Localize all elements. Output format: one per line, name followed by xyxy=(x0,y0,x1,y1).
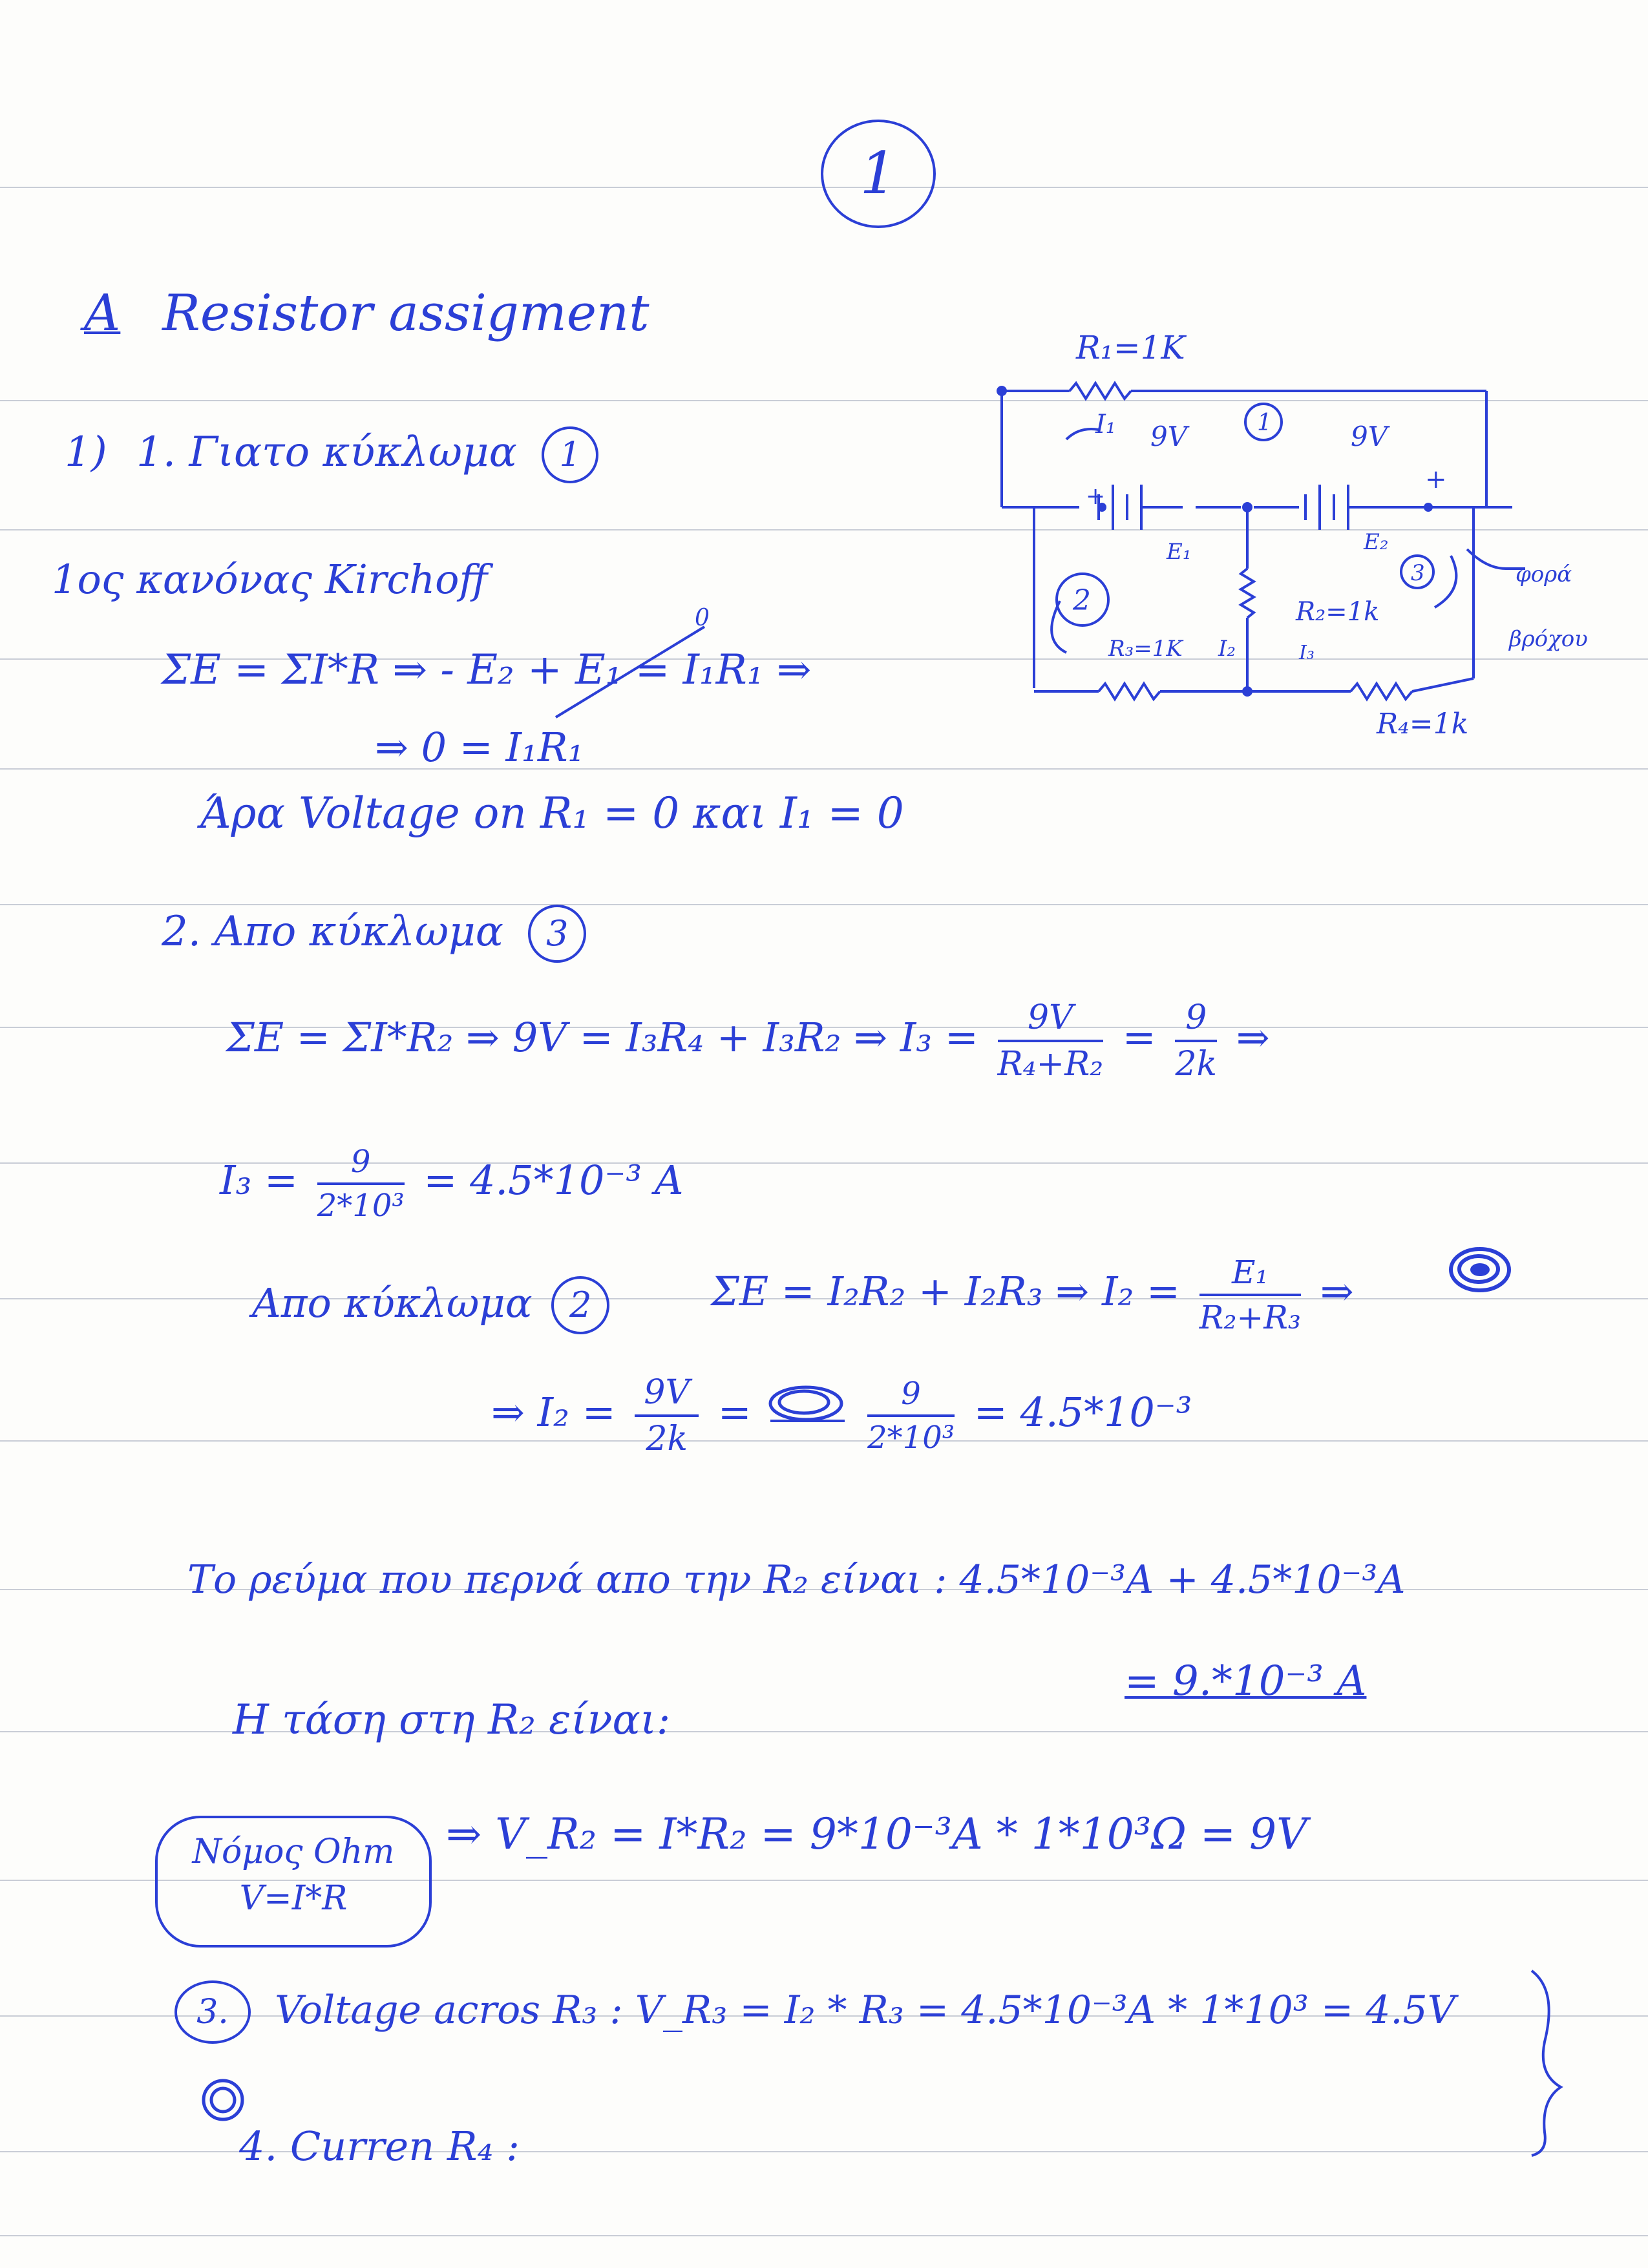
circuit-loop3-number: 3 xyxy=(1411,560,1425,586)
title-text: Resistor assigment xyxy=(162,284,650,342)
circuit-direction-note-1: φορά xyxy=(1516,562,1572,587)
q2-equals-1: = xyxy=(1122,1014,1156,1062)
q2-eq4-right: = 4.5*10⁻³ xyxy=(973,1389,1192,1436)
q2-frac5-den: 2k xyxy=(646,1420,688,1458)
q1-conclusion: Άρα Voltage on R₁ = 0 και I₁ = 0 xyxy=(200,788,904,838)
circuit-e2-label: E₂ xyxy=(1364,529,1389,555)
q2-frac2-den: 2k xyxy=(1175,1045,1218,1084)
q2-fraction-3 xyxy=(317,1144,405,1224)
q1-equation-1: ΣE = ΣI*R ⇒ - E₂ + E₁ = I₁R₁ ⇒ xyxy=(162,646,812,694)
q2-frac6-num: 9 xyxy=(867,1376,955,1417)
q2-eq3-arrow: ⇒ xyxy=(1320,1268,1354,1316)
q2-eq4-left: ⇒ I₂ = xyxy=(491,1389,616,1436)
q3-line xyxy=(174,1980,1455,2044)
q2-loop2-number: 2 xyxy=(569,1285,592,1325)
q2-equation-2 xyxy=(220,1144,684,1224)
q2-eq1-left: ΣE = ΣI*R₂ ⇒ 9V = I₃R₄ + I₃R₂ ⇒ I₃ = xyxy=(226,1014,978,1062)
q2-label: 2. Απο κύκλωμα xyxy=(162,908,503,956)
q2-heading xyxy=(162,905,586,963)
circuit-e1-value: 9V xyxy=(1150,421,1188,452)
q2-loop-circle xyxy=(528,905,586,963)
q2-current-total-text: = 9.*10⁻³ A xyxy=(1125,1657,1367,1705)
q2-eq2-left: I₃ = xyxy=(220,1157,299,1204)
ohm-law-formula: V=I*R xyxy=(239,1879,348,1918)
circuit-loop1-number: 1 xyxy=(1257,410,1272,436)
circuit-r1-label: R₁=1K xyxy=(1076,329,1185,366)
ohm-law-title: Νόμος Ohm xyxy=(192,1832,395,1871)
q2-frac1-num: 9V xyxy=(998,998,1104,1042)
q2-frac1-den: R₄+R₂ xyxy=(997,1045,1104,1084)
circuit-e2-value: 9V xyxy=(1351,421,1388,452)
circuit-diagram xyxy=(969,310,1642,775)
circuit-plus-right: + xyxy=(1425,465,1447,494)
q2-equation-4 xyxy=(491,1373,1192,1458)
circuit-i1-label: I₁ xyxy=(1095,410,1116,439)
q1-strike-zero: 0 xyxy=(695,607,710,631)
page-number xyxy=(821,120,936,228)
q4-line: 4. Curren R₄ : xyxy=(239,2123,520,2170)
q2-loop2-label: Απο κύκλωμα xyxy=(252,1279,533,1327)
q1-loop-circle xyxy=(542,426,598,483)
q2-scribble-2-mark xyxy=(764,1381,848,1426)
q2-frac3-num: 9 xyxy=(317,1144,405,1185)
q2-frac3-den: 2*10³ xyxy=(317,1188,405,1224)
q2-frac4-num: E₁ xyxy=(1199,1254,1301,1296)
page-title xyxy=(84,284,650,342)
q2-frac4-den: R₂+R₃ xyxy=(1199,1299,1301,1336)
q2-fraction-2 xyxy=(1175,998,1217,1084)
q2-current-sentence: Το ρεύμα που περνά απο την R₂ είναι : 4.5*10⁻³A + 4.5*10⁻³A xyxy=(187,1557,1406,1602)
q4-scribble-mark xyxy=(194,2071,252,2129)
q2-equation-3 xyxy=(711,1254,1354,1336)
circuit-i2-label: I₂ xyxy=(1218,636,1236,662)
circuit-r2-label: R₂=1k xyxy=(1296,597,1380,627)
q2-equation-1 xyxy=(226,998,1270,1084)
q2-eq2-right: = 4.5*10⁻³ A xyxy=(423,1157,684,1204)
q1-strike-mark xyxy=(549,607,717,724)
q3-text: Voltage acros R₃ : V_R₃ = I₂ * R₃ = 4.5*10⁻³A * 1*10³ = 4.5V xyxy=(275,1988,1455,2033)
q1-heading xyxy=(65,426,598,483)
q1-equation-2: ⇒ 0 = I₁R₁ xyxy=(375,724,584,771)
q2-loop2-circle xyxy=(551,1276,609,1334)
q2-vr2-equation: ⇒ V_R₂ = I*R₂ = 9*10⁻³A * 1*10³Ω = 9V xyxy=(446,1809,1307,1859)
q2-equals-4: = xyxy=(717,1389,752,1436)
q2-current-total xyxy=(1125,1657,1366,1705)
q2-frac6-den: 2*10³ xyxy=(867,1420,955,1456)
q1-marker: 1) xyxy=(65,428,107,476)
q2-fraction-1 xyxy=(998,998,1104,1084)
circuit-r4-label: R₄=1k xyxy=(1377,708,1469,740)
q2-fraction-6 xyxy=(867,1376,955,1456)
circuit-i3-label: I₃ xyxy=(1299,642,1315,664)
q3-number: 3. xyxy=(196,1993,229,2032)
ohm-law-box xyxy=(155,1816,432,1948)
q2-fraction-5 xyxy=(635,1373,699,1458)
q2-fraction-4 xyxy=(1199,1254,1301,1336)
q1-label: 1. Γιατο κύκλωμα xyxy=(136,428,517,476)
circuit-e1-label: E₁ xyxy=(1167,539,1192,565)
circuit-r3-label: R₃=1K xyxy=(1108,636,1183,662)
page-number-text: 1 xyxy=(860,140,897,207)
q2-arrow: ⇒ xyxy=(1236,1014,1270,1062)
circuit-loop2-number: 2 xyxy=(1073,584,1091,617)
q2-frac2-num: 9 xyxy=(1175,998,1217,1042)
q3-brace xyxy=(1525,1964,1570,2158)
q1-rule: 1ος κανόνας Kirchoff xyxy=(52,556,488,603)
q2-loop2-heading xyxy=(252,1276,609,1334)
q2-loop-number: 3 xyxy=(546,913,569,954)
q2-frac5-num: 9V xyxy=(635,1373,699,1417)
circuit-plus-left: + xyxy=(1086,483,1106,510)
title-letter: A xyxy=(84,284,121,342)
q2-scribble-1 xyxy=(1441,1241,1519,1299)
q2-voltage-sentence: Η τάση στη R₂ είναι: xyxy=(233,1696,671,1744)
q2-scribble-2 xyxy=(764,1381,848,1436)
circuit-direction-note-2: βρόχου xyxy=(1509,626,1588,652)
q3-number-circle xyxy=(174,1980,251,2044)
q2-eq3-left: ΣE = I₂R₂ + I₂R₃ ⇒ I₂ = xyxy=(711,1268,1180,1316)
q1-loop-number: 1 xyxy=(559,436,581,474)
